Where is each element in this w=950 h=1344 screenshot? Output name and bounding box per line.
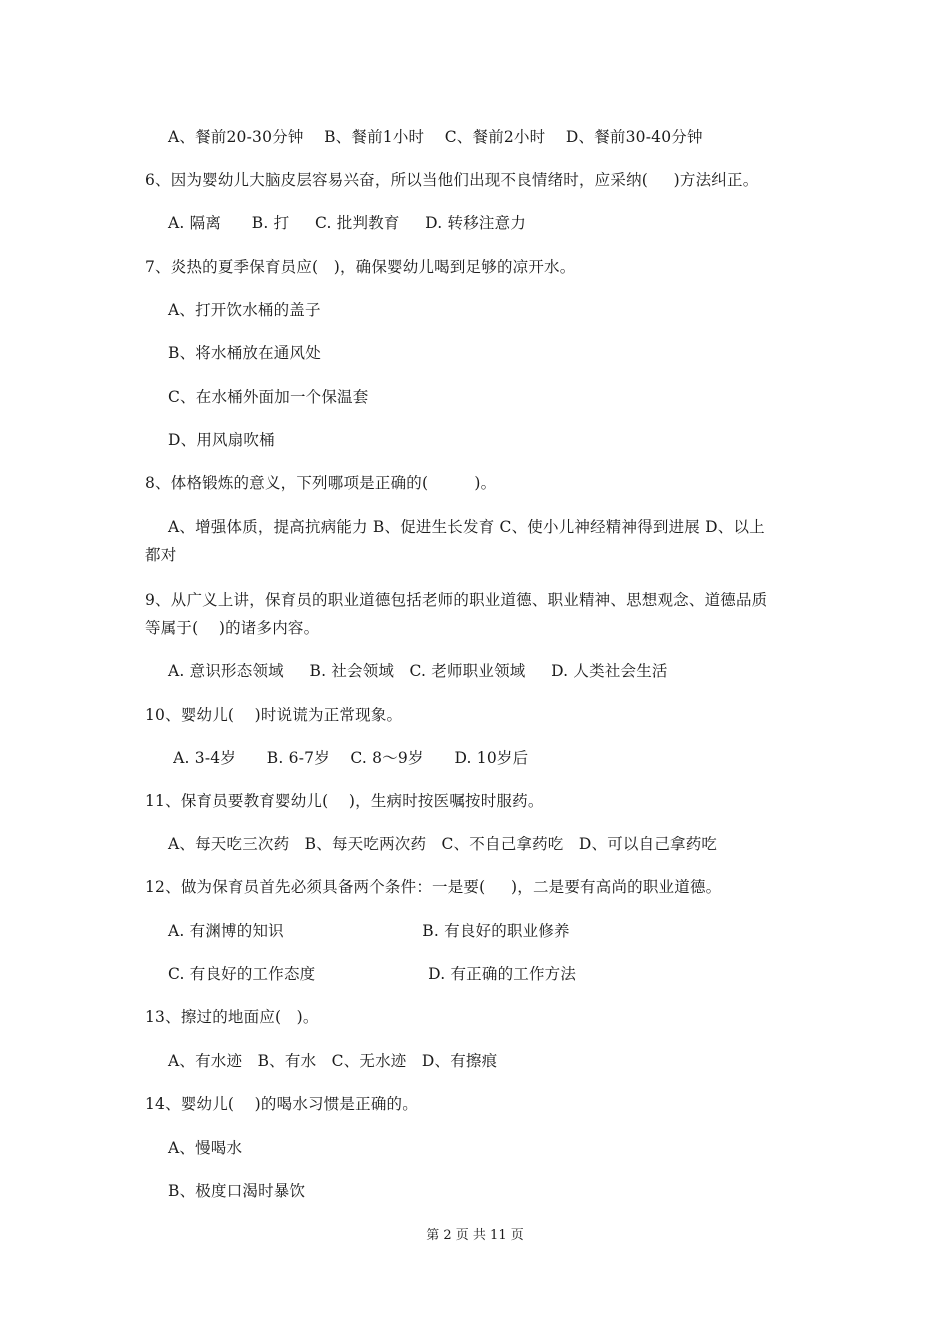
q14-stem: 14、婴幼儿( )的喝水习惯是正确的。 — [145, 1095, 418, 1113]
q8-options-cont: 都对 — [145, 546, 177, 564]
q7-option-b: B、将水桶放在通风处 — [168, 344, 321, 362]
q5-options: A、餐前20-30分钟 B、餐前1小时 C、餐前2小时 D、餐前30-40分钟 — [168, 128, 703, 146]
q12-options-ab: A. 有渊博的知识 B. 有良好的职业修养 — [168, 922, 570, 940]
q9-stem-cont: 等属于( )的诸多内容。 — [145, 619, 320, 637]
q7-option-c: C、在水桶外面加一个保温套 — [168, 388, 369, 406]
q12-options-cd: C. 有良好的工作态度 D. 有正确的工作方法 — [168, 965, 577, 983]
q12-stem: 12、做为保育员首先必须具备两个条件：一是要( )，二是要有高尚的职业道德。 — [145, 878, 722, 896]
q7-option-a: A、打开饮水桶的盖子 — [168, 301, 321, 319]
q9-stem: 9、从广义上讲，保育员的职业道德包括老师的职业道德、职业精神、思想观念、道德品质 — [145, 591, 768, 609]
q13-stem: 13、擦过的地面应( )。 — [145, 1008, 319, 1026]
q10-options: A. 3-4岁 B. 6-7岁 C. 8～9岁 D. 10岁后 — [168, 749, 529, 767]
q7-option-d: D、用风扇吹桶 — [168, 431, 275, 449]
q8-options: A、增强体质，提高抗病能力 B、促进生长发育 C、使小儿神经精神得到进展 D、以上 — [168, 518, 765, 536]
q7-stem: 7、炎热的夏季保育员应( )，确保婴幼儿喝到足够的凉开水。 — [145, 258, 576, 276]
page-footer: 第 2 页 共 11 页 — [426, 1228, 524, 1243]
q8-stem: 8、体格锻炼的意义，下列哪项是正确的( )。 — [145, 474, 497, 492]
q10-stem: 10、婴幼儿( )时说谎为正常现象。 — [145, 706, 403, 724]
q14-option-b: B、极度口渴时暴饮 — [168, 1182, 306, 1200]
q13-options: A、有水迹 B、有水 C、无水迹 D、有擦痕 — [168, 1052, 498, 1070]
q14-option-a: A、慢喝水 — [168, 1139, 243, 1157]
q11-options: A、每天吃三次药 B、每天吃两次药 C、不自己拿药吃 D、可以自己拿药吃 — [168, 835, 718, 853]
q11-stem: 11、保育员要教育婴幼儿( )，生病时按医嘱按时服药。 — [145, 792, 544, 810]
q6-stem: 6、因为婴幼儿大脑皮层容易兴奋，所以当他们出现不良情绪时，应采纳( )方法纠正。 — [145, 171, 759, 189]
q6-options: A. 隔离 B. 打 C. 批判教育 D. 转移注意力 — [168, 214, 527, 232]
q9-options: A. 意识形态领域 B. 社会领域 C. 老师职业领域 D. 人类社会生活 — [168, 662, 668, 680]
